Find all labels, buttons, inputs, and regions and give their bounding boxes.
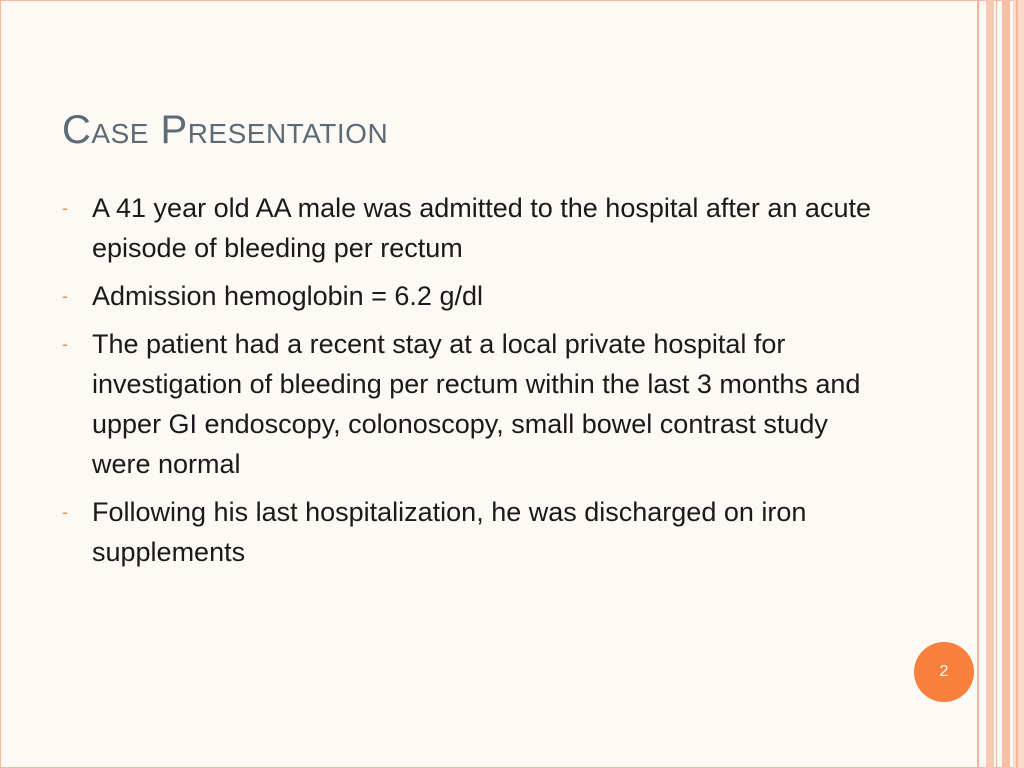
slide-title: Case Presentation: [62, 108, 389, 152]
decorative-stripe: [1002, 0, 1010, 768]
bullet-dash-icon: -: [62, 286, 68, 306]
bullet-dash-icon: -: [62, 198, 68, 218]
bullet-text: A 41 year old AA male was admitted to the hospital after an acute episode of bleeding per rectum: [92, 193, 871, 263]
bullet-dash-icon: -: [62, 502, 68, 522]
decorative-stripe: [986, 0, 994, 768]
bullet-text: Following his last hospitalization, he was discharged on iron supplements: [92, 497, 807, 567]
bullet-item: [62, 492, 882, 572]
page-number: 2: [939, 663, 949, 680]
bullet-text: Admission hemoglobin = 6.2 g/dl: [92, 281, 483, 311]
bullet-item: [62, 324, 882, 484]
page-number-badge: [914, 642, 974, 702]
bullet-dash-icon: -: [62, 334, 68, 354]
frame-top-border: [0, 0, 1024, 1]
decorative-stripe: [1013, 0, 1024, 768]
bullet-list: [62, 188, 882, 580]
decorative-stripe: [977, 0, 979, 768]
decorative-stripe: [1016, 0, 1018, 768]
frame-left-border: [0, 0, 1, 768]
bullet-text: The patient had a recent stay at a local private hospital for investigation of bleeding per rectum within the last 3 months and upper GI endoscopy, colonoscopy, small bowel contrast study were normal: [92, 329, 861, 479]
bullet-item: [62, 188, 882, 268]
decorative-stripe: [996, 0, 997, 768]
bullet-item: [62, 276, 882, 316]
